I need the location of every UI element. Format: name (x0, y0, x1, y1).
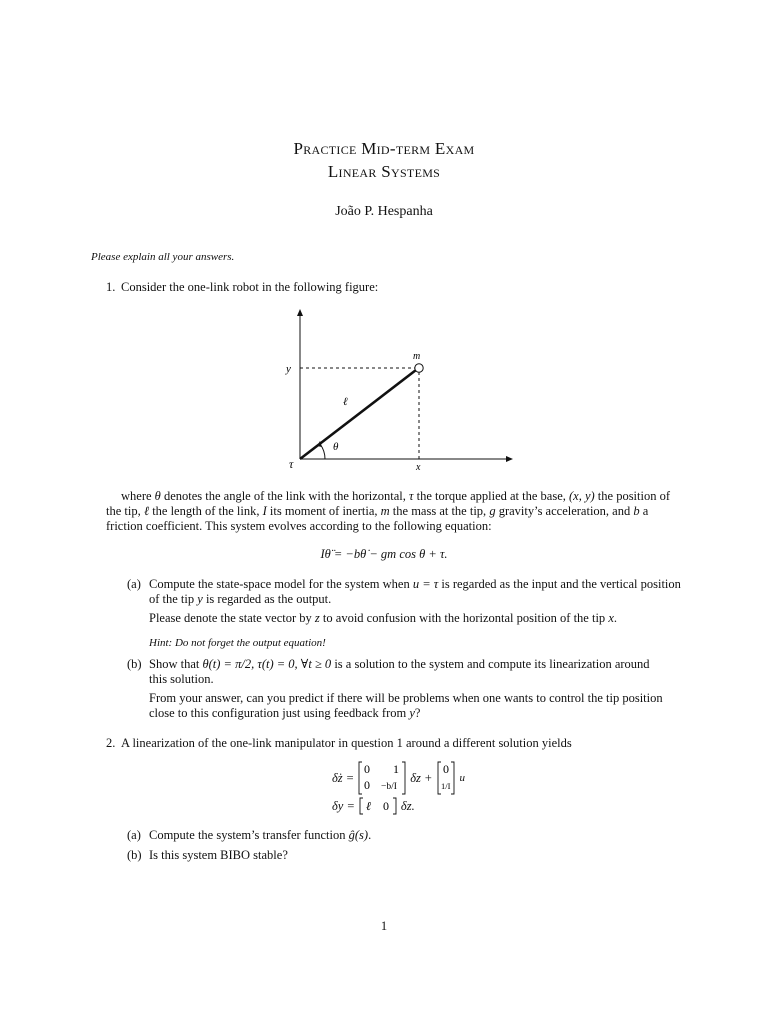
A22: −b/I (381, 782, 398, 792)
C2: 0 (382, 799, 389, 813)
q1a-hint: Hint: Do not forget the output equation! (149, 637, 326, 649)
author: João P. Hespanha (335, 204, 433, 219)
q2-intro: A linearization of the one-link manipulator in question 1 around a different solution yields (121, 736, 572, 750)
A21: 0 (364, 778, 371, 792)
q1b-line2: this solution. (149, 672, 214, 686)
label-y: y (286, 363, 291, 375)
tip-mass (415, 364, 423, 372)
q1a-line2: of the tip y is regarded as the output. (149, 592, 332, 606)
exam-title: Practice Mid-term Exam (293, 139, 475, 158)
output-equation (332, 797, 415, 815)
label-m: m (413, 351, 421, 362)
q2a-label: (a) (127, 828, 141, 842)
q1a-label: (a) (127, 577, 141, 591)
q2b-label: (b) (127, 848, 142, 862)
q1b-line3: From your answer, can you predict if there will be problems when one wants to control the tip position (149, 691, 663, 705)
dynamics-equation: Iθ̈ = −bθ̇ − gm cos θ + τ. (320, 547, 448, 561)
q2b-text: Is this system BIBO stable? (149, 848, 288, 862)
q1b-label: (b) (127, 657, 142, 671)
q1-desc-line3: friction coefficient. This system evolves according to the following equation: (106, 519, 492, 533)
q1-number: 1. (106, 280, 116, 294)
label-x: x (416, 462, 421, 473)
q1-desc-line2: the tip, ℓ the length of the link, I its moment of inertia, m the mass at the tip, g gravity’s acceleration, and b a (106, 504, 649, 518)
state-eq-lhs: δż = (332, 770, 355, 785)
state-equation (332, 760, 465, 796)
state-eq-u: u (459, 772, 465, 784)
q1a-line1: Compute the state-space model for the system when u = τ is regarded as the input and the vertical position (149, 577, 681, 591)
B1: 0 (442, 762, 449, 776)
A11: 0 (364, 762, 371, 776)
q1a-line3: Please denote the state vector by z to avoid confusion with the horizontal position of the tip x. (149, 611, 617, 625)
label-theta: θ (333, 441, 339, 453)
instructions: Please explain all your answers. (91, 251, 235, 263)
matrix-B (437, 761, 455, 795)
B2: 1/I (440, 781, 450, 791)
A12: 1 (393, 762, 400, 776)
robot-figure (270, 300, 530, 480)
C1: ℓ (365, 799, 371, 813)
matrix-C (359, 797, 397, 815)
q1-intro: Consider the one-link robot in the following figure: (121, 280, 379, 294)
output-eq-lhs: δy = (332, 798, 355, 813)
page-number: 1 (380, 919, 388, 933)
q1-desc-line1: where θ denotes the angle of the link with the horizontal, τ the torque applied at the base, (x, y) the position of (121, 489, 671, 503)
course-title: Linear Systems (327, 162, 441, 181)
label-ell: ℓ (343, 396, 348, 408)
state-eq-mid: δz + (410, 770, 433, 785)
output-eq-rhs: δz. (400, 798, 415, 813)
q1b-line1: Show that θ(t) = π/2, τ(t) = 0, ∀t ≥ 0 is a solution to the system and compute its linearization around (149, 657, 650, 671)
q2-number: 2. (106, 736, 116, 750)
matrix-A (358, 761, 406, 795)
q1b-line4: close to this configuration just using feedback from y? (149, 706, 421, 720)
label-tau: τ (289, 457, 294, 471)
q2a-text: Compute the system’s transfer function ĝ(s). (149, 828, 372, 842)
